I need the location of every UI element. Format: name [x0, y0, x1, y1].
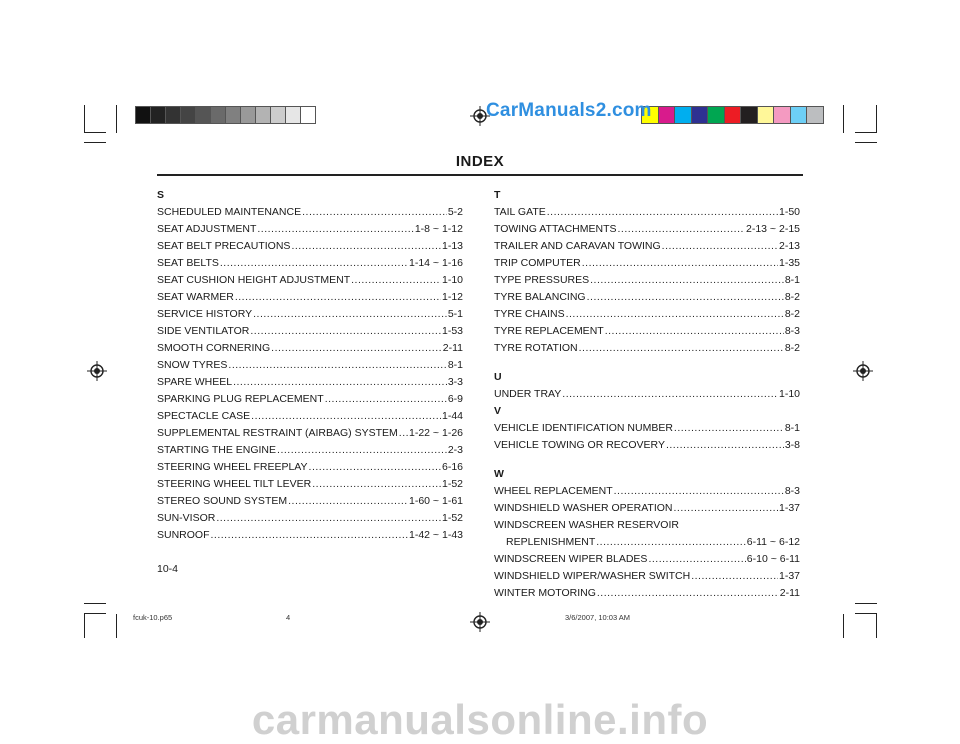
index-entry	[494, 306, 800, 323]
index-entry-label: TOWING ATTACHMENTS	[494, 223, 617, 235]
index-entry-label: STEERING WHEEL FREEPLAY	[157, 461, 308, 473]
index-entry-page: 8-1	[447, 359, 463, 371]
gray-bar-swatch	[150, 106, 166, 124]
index-column-right	[494, 187, 800, 602]
dot-leader	[597, 585, 779, 602]
index-entry	[494, 551, 800, 568]
index-entry-label: TYRE REPLACEMENT	[494, 325, 604, 337]
footer-file-name: fcuk-10.p65	[133, 613, 173, 622]
dot-leader	[562, 386, 778, 403]
dot-leader	[312, 476, 441, 493]
dot-leader	[251, 408, 441, 425]
dot-leader	[582, 255, 778, 272]
dot-leader	[596, 534, 746, 551]
index-entry	[494, 534, 800, 551]
index-entry-label: SEAT BELTS	[157, 257, 219, 269]
index-entry-page: 2-13 ~ 2-15	[746, 223, 800, 235]
index-entry-label: TYRE ROTATION	[494, 342, 578, 354]
index-entry-page: 8-2	[784, 342, 800, 354]
index-entry	[157, 493, 463, 510]
index-entry-label: SEAT WARMER	[157, 291, 234, 303]
index-entry-label: TYRE CHAINS	[494, 308, 565, 320]
index-entry-page: 8-2	[784, 291, 800, 303]
index-entry	[157, 374, 463, 391]
dot-leader	[233, 374, 447, 391]
index-entry	[494, 568, 800, 585]
index-column-left	[157, 187, 463, 544]
index-entry	[157, 476, 463, 493]
index-entry-label: VEHICLE IDENTIFICATION NUMBER	[494, 422, 673, 434]
index-entry-page: 8-3	[784, 325, 800, 337]
index-entry	[157, 408, 463, 425]
index-entry	[494, 204, 800, 221]
dot-leader	[253, 306, 447, 323]
crop-mark	[843, 105, 844, 133]
gray-bar-swatch	[270, 106, 286, 124]
index-entry-page: 6-11 ~ 6-12	[746, 536, 800, 548]
dot-leader	[250, 323, 441, 340]
crop-mark	[84, 142, 106, 143]
dot-leader	[257, 221, 413, 238]
index-entry	[157, 442, 463, 459]
section-letter: U	[494, 371, 502, 383]
crop-mark	[84, 614, 85, 638]
index-entry-label: UNDER TRAY	[494, 388, 562, 400]
gray-bar-swatch	[180, 106, 196, 124]
title-divider	[157, 174, 803, 176]
dot-leader	[614, 483, 784, 500]
index-entry	[494, 386, 800, 403]
crop-mark	[876, 614, 877, 638]
dot-leader	[277, 442, 447, 459]
index-entry-label: WINDSHIELD WIPER/WASHER SWITCH	[494, 570, 691, 582]
index-entry-page: 1-13	[441, 240, 463, 252]
index-entry	[157, 323, 463, 340]
color-bar-swatch	[691, 106, 709, 124]
index-entry-page: 1-42 ~ 1-43	[409, 529, 463, 541]
index-entry-label: SUN-VISOR	[157, 512, 216, 524]
index-entry	[494, 221, 800, 238]
crop-mark	[116, 105, 117, 133]
index-entry-label: STARTING THE ENGINE	[157, 444, 277, 456]
index-entry	[494, 323, 800, 340]
dot-leader	[666, 437, 784, 454]
dot-leader	[235, 289, 441, 306]
crop-mark	[84, 613, 106, 614]
crop-mark	[855, 132, 877, 133]
dot-leader	[590, 272, 784, 289]
index-entry-page: 1-8 ~ 1-12	[414, 223, 463, 235]
dot-leader	[271, 340, 442, 357]
index-entry	[157, 527, 463, 544]
index-entry-label: REPLENISHMENT	[506, 536, 596, 548]
index-entry-label: SEAT BELT PRECAUTIONS	[157, 240, 291, 252]
index-entry-page: 6-10 ~ 6-11	[746, 553, 800, 565]
index-entry	[494, 255, 800, 272]
gray-bar-swatch	[195, 106, 211, 124]
index-entry-page: 6-16	[441, 461, 463, 473]
index-entry-label: SEAT CUSHION HEIGHT ADJUSTMENT	[157, 274, 351, 286]
index-entry-label: WINDSHIELD WASHER OPERATION	[494, 502, 673, 514]
page-title: INDEX	[455, 153, 505, 170]
gray-bar-swatch	[240, 106, 256, 124]
gray-bar-swatch	[285, 106, 301, 124]
crop-mark	[84, 603, 106, 604]
footer-sheet-number: 4	[286, 613, 291, 622]
color-bar-swatch	[806, 106, 824, 124]
index-entry-page: 1-14 ~ 1-16	[409, 257, 463, 269]
index-entry-label: TAIL GATE	[494, 206, 546, 218]
index-entry	[157, 272, 463, 289]
dot-leader	[547, 204, 778, 221]
index-entry-label: SUPPLEMENTAL RESTRAINT (AIRBAG) SYSTEM	[157, 427, 398, 439]
dot-leader	[309, 459, 441, 476]
color-bar-swatch	[674, 106, 692, 124]
index-entry-page: 3-8	[784, 439, 800, 451]
dot-leader	[228, 357, 446, 374]
color-bar-swatch	[658, 106, 676, 124]
index-entry-page: 8-3	[784, 485, 800, 497]
index-entry-label: STEREO SOUND SYSTEM	[157, 495, 288, 507]
dot-leader	[325, 391, 447, 408]
index-entry-page: 1-52	[441, 512, 463, 524]
index-entry-page: 1-53	[441, 325, 463, 337]
index-entry-label: SEAT ADJUSTMENT	[157, 223, 257, 235]
index-entry	[494, 272, 800, 289]
section-gap	[494, 357, 800, 369]
index-entry	[157, 238, 463, 255]
color-bar-swatch	[724, 106, 742, 124]
index-entry	[157, 425, 463, 442]
section-letter: V	[494, 405, 502, 417]
index-entry	[157, 289, 463, 306]
section-letter: T	[494, 189, 501, 201]
index-entry	[494, 437, 800, 454]
dot-leader	[579, 340, 784, 357]
registration-target-icon	[470, 612, 490, 632]
index-entry-label: WINDSCREEN WASHER RESERVOIR	[494, 519, 679, 531]
site-watermark: CarManuals2.com	[486, 100, 652, 121]
color-bar-swatch	[790, 106, 808, 124]
index-entry-page: 1-37	[778, 570, 800, 582]
index-entry	[157, 391, 463, 408]
index-entry-label: STEERING WHEEL TILT LEVER	[157, 478, 312, 490]
registration-target-icon	[853, 361, 873, 381]
index-entry	[157, 459, 463, 476]
index-entry-page: 1-37	[778, 502, 800, 514]
crop-mark	[116, 614, 117, 638]
index-entry	[494, 238, 800, 255]
index-entry-page: 8-2	[784, 308, 800, 320]
dot-leader	[351, 272, 441, 289]
index-entry-label: SPARE WHEEL	[157, 376, 233, 388]
index-entry-page: 1-10	[441, 274, 463, 286]
index-entry-label: SCHEDULED MAINTENANCE	[157, 206, 302, 218]
index-entry-label: WINTER MOTORING	[494, 587, 596, 599]
index-entry	[157, 306, 463, 323]
index-entry-page: 8-1	[784, 274, 800, 286]
dot-leader	[220, 255, 408, 272]
index-entry-page: 2-11	[442, 342, 463, 354]
index-entry-page: 1-10	[778, 388, 800, 400]
site-watermark-bottom: carmanualsonline.info	[251, 696, 709, 743]
index-entry-page: 1-60 ~ 1-61	[409, 495, 463, 507]
dot-leader	[288, 493, 408, 510]
index-entry-label: TRIP COMPUTER	[494, 257, 581, 269]
dot-leader	[302, 204, 447, 221]
index-entry	[157, 255, 463, 272]
color-bar-swatch	[757, 106, 775, 124]
dot-leader	[648, 551, 745, 568]
color-bar-swatch	[707, 106, 725, 124]
crop-mark	[876, 105, 877, 133]
index-entry-page: 1-44	[441, 410, 463, 422]
registration-target-icon	[87, 361, 107, 381]
index-entry-label: TYRE BALANCING	[494, 291, 586, 303]
index-entry-page: 3-3	[447, 376, 463, 388]
dot-leader	[399, 425, 408, 442]
dot-leader	[587, 289, 784, 306]
index-entry	[157, 204, 463, 221]
index-entry-label: SERVICE HISTORY	[157, 308, 253, 320]
index-entry-page: 1-35	[778, 257, 800, 269]
crop-mark	[855, 142, 877, 143]
crop-mark	[84, 132, 106, 133]
index-entry-label: VEHICLE TOWING OR RECOVERY	[494, 439, 665, 451]
dot-leader	[691, 568, 778, 585]
index-entry-page: 2-3	[447, 444, 463, 456]
index-entry-label: SPECTACLE CASE	[157, 410, 251, 422]
gray-bar-swatch	[165, 106, 181, 124]
dot-leader	[291, 238, 441, 255]
gray-bar-swatch	[210, 106, 226, 124]
index-entry-page: 2-13	[778, 240, 800, 252]
index-entry-label: SMOOTH CORNERING	[157, 342, 271, 354]
section-gap	[494, 454, 800, 466]
dot-leader	[618, 221, 746, 238]
page-number: 10-4	[157, 563, 179, 575]
index-entry	[494, 500, 800, 517]
section-letter: W	[494, 468, 504, 480]
section-letter: S	[157, 189, 165, 201]
dot-leader	[674, 500, 778, 517]
footer-date: 3/6/2007, 10:03 AM	[565, 613, 631, 622]
dot-leader	[211, 527, 409, 544]
color-bar-swatch	[773, 106, 791, 124]
crop-mark	[84, 105, 85, 133]
index-entry-page: 1-50	[778, 206, 800, 218]
index-entry-page: 5-2	[447, 206, 463, 218]
index-entry-label: WINDSCREEN WIPER BLADES	[494, 553, 648, 565]
index-entry-page: 2-11	[779, 587, 800, 599]
index-entry-page: 1-22 ~ 1-26	[409, 427, 463, 439]
index-entry	[494, 585, 800, 602]
index-entry-label: SNOW TYRES	[157, 359, 228, 371]
index-entry-label: TRAILER AND CARAVAN TOWING	[494, 240, 661, 252]
index-entry	[494, 289, 800, 306]
gray-bar-swatch	[135, 106, 151, 124]
gray-bar-swatch	[300, 106, 316, 124]
index-entry	[494, 517, 800, 534]
dot-leader	[605, 323, 784, 340]
gray-bar-swatch	[255, 106, 271, 124]
index-entry-label: SIDE VENTILATOR	[157, 325, 250, 337]
index-entry-label: SUNROOF	[157, 529, 210, 541]
index-entry	[494, 340, 800, 357]
dot-leader	[662, 238, 778, 255]
index-entry-page: 6-9	[447, 393, 463, 405]
index-entry-page: 5-1	[447, 308, 463, 320]
index-entry-page: 1-12	[441, 291, 463, 303]
index-entry	[494, 420, 800, 437]
index-entry	[494, 483, 800, 500]
index-entry-label: TYPE PRESSURES	[494, 274, 590, 286]
index-entry-label: SPARKING PLUG REPLACEMENT	[157, 393, 324, 405]
gray-bar-swatch	[225, 106, 241, 124]
color-bar-swatch	[740, 106, 758, 124]
index-entry	[157, 221, 463, 238]
index-entry	[157, 357, 463, 374]
dot-leader	[216, 510, 441, 527]
dot-leader	[674, 420, 784, 437]
index-entry-label: WHEEL REPLACEMENT	[494, 485, 613, 497]
index-entry-page: 1-52	[441, 478, 463, 490]
index-entry	[157, 340, 463, 357]
index-entry-page: 8-1	[784, 422, 800, 434]
dot-leader	[566, 306, 784, 323]
crop-mark	[855, 613, 877, 614]
crop-mark	[843, 614, 844, 638]
index-entry	[157, 510, 463, 527]
crop-mark	[855, 603, 877, 604]
